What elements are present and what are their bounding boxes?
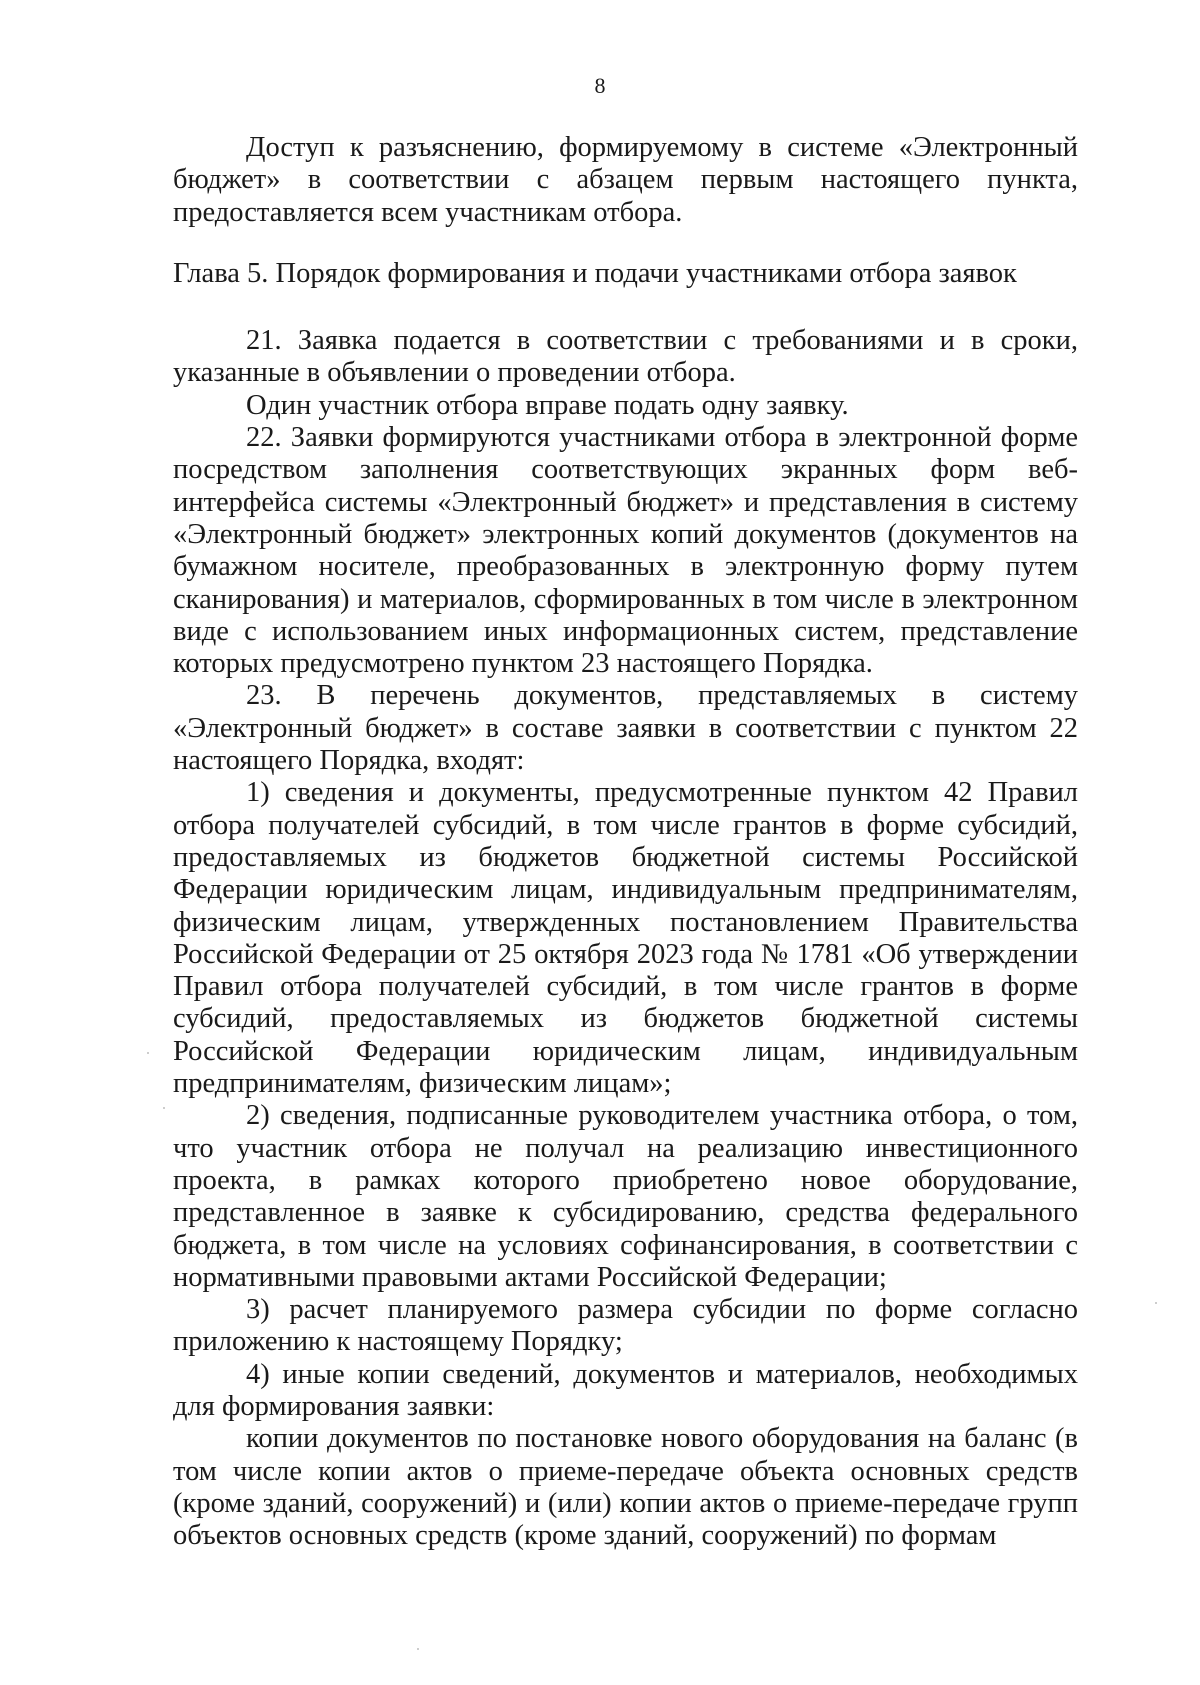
- page-number: 8: [594, 73, 606, 98]
- paragraph-23: 23. В перечень документов, представляемых в систему «Электронный бюджет» в составе заявки в соответствии с пунктом 22 настоящего Порядка, входят:: [173, 680, 1078, 777]
- scan-speck: [147, 1052, 149, 1054]
- chapter-heading: Глава 5. Порядок формирования и подачи участниками отбора заявок: [173, 257, 1017, 289]
- scan-speck: [1155, 1302, 1157, 1304]
- list-item-4-documents: копии документов по постановке нового оборудования на баланс (в том числе копии актов о приеме-передаче объекта основных средств (кроме зданий, сооружений) и (или) копии актов о приеме-передаче групп объектов основных средств (кроме зданий, сооружений) по формам: [173, 1423, 1078, 1552]
- list-item-2: 2) сведения, подписанные руководителем участника отбора, о том, что участник отбора не получал на реализацию инвестиционного проекта, в рамках которого приобретено новое оборудование, представленное в заявке к субсидированию, средства федерального бюджета, в том числе на условиях софинансирования, в соответствии с нормативными правовыми актами Российской Федерации;: [173, 1100, 1078, 1293]
- scan-speck: [417, 1648, 419, 1650]
- paragraph-21: 21. Заявка подается в соответствии с требованиями и в сроки, указанные в объявлении о проведении отбора.: [173, 325, 1078, 389]
- list-item-1: 1) сведения и документы, предусмотренные пунктом 42 Правил отбора получателей субсидий, в том числе грантов в форме субсидий, предоставляемых из бюджетов бюджетной системы Российской Федерации юридическим лицам, индивидуальным предпринимателям, физическим лицам, утвержденных постановлением Правительства Российской Федерации от 25 октября 2023 года № 1781 «Об утверждении Правил отбора получателей субсидий, в том числе грантов в форме субсидий, предоставляемых из бюджетов бюджетной системы Российской Федерации юридическим лицам, индивидуальным предпринимателям, физическим лицам»;: [173, 777, 1078, 1100]
- paragraph-clarification-access: Доступ к разъяснению, формируемому в системе «Электронный бюджет» в соответствии с абзацем первым настоящего пункта, предоставляется всем участникам отбора.: [173, 132, 1078, 228]
- list-item-4: 4) иные копии сведений, документов и материалов, необходимых для формирования заявки:: [173, 1358, 1078, 1422]
- paragraph-22: 22. Заявки формируются участниками отбора в электронной форме посредством заполнения соответствующих экранных форм веб-интерфейса системы «Электронный бюджет» и представления в систему «Электронный бюджет» электронных копий документов (документов на бумажном носителе, преобразованных в электронную форму путем сканирования) и материалов, сформированных в том числе в электронном виде с использованием иных информационных систем, представление которых предусмотрено пунктом 23 настоящего Порядка.: [173, 422, 1078, 680]
- paragraph-21-one-application: Один участник отбора вправе подать одну заявку.: [246, 389, 849, 421]
- document-body: [173, 132, 1078, 1552]
- scan-speck: [163, 1107, 165, 1109]
- list-item-3: 3) расчет планируемого размера субсидии по форме согласно приложению к настоящему Порядку;: [173, 1294, 1078, 1358]
